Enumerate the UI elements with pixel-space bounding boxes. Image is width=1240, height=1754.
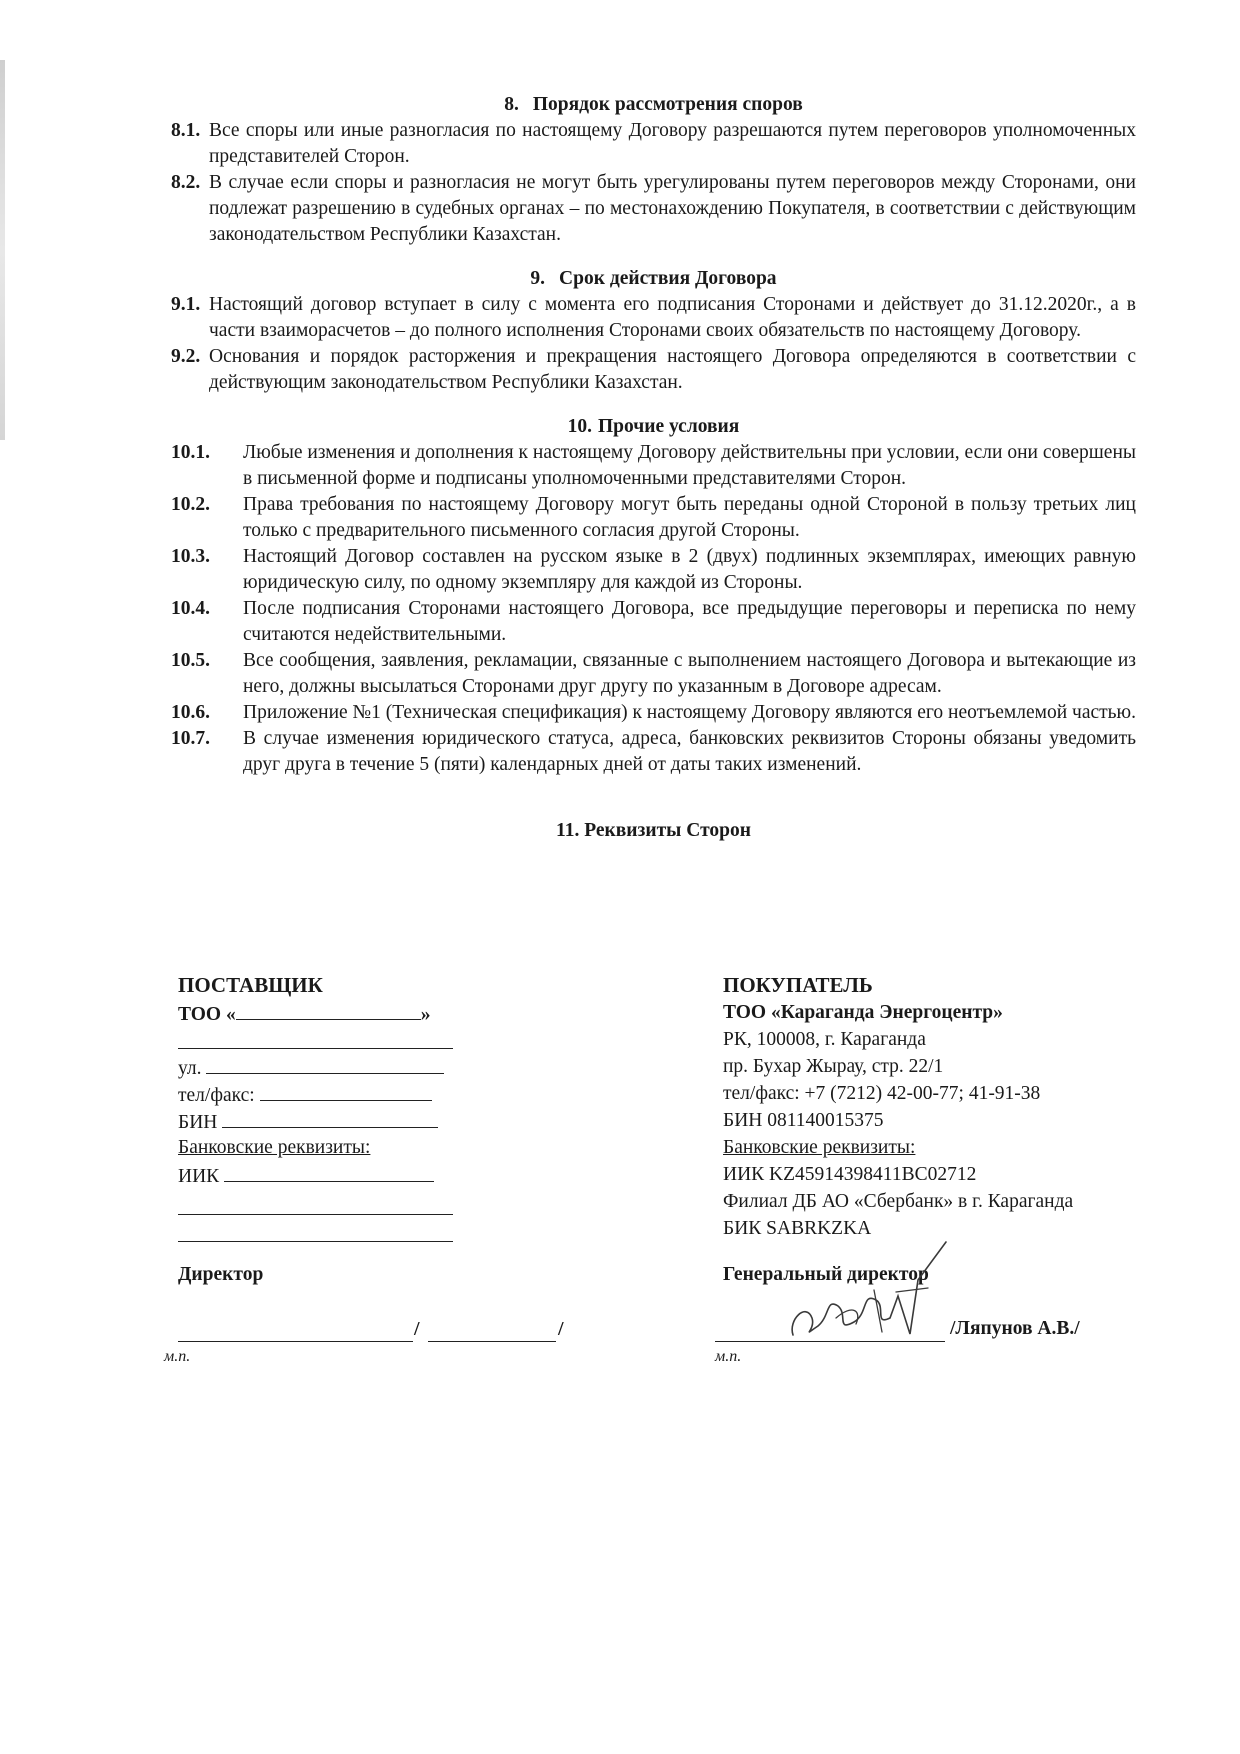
clause-text: Все споры или иные разногласия по настоящему Договору разрешаются путем переговоров уполномоченных представителей Сторон. bbox=[209, 120, 1136, 167]
section-title: Срок действия Договора bbox=[559, 268, 777, 289]
clause-8-2 bbox=[171, 170, 1136, 248]
blank-line bbox=[178, 1219, 453, 1242]
clause-text: После подписания Сторонами настоящего Договора, все предыдущие переговоры и переписка по нему считаются недействительными. bbox=[243, 598, 1136, 645]
clause-10-5 bbox=[171, 648, 1136, 700]
phone-blank bbox=[260, 1080, 432, 1101]
clause-10-4 bbox=[171, 596, 1136, 648]
clause-text: В случае если споры и разногласия не могут быть урегулированы путем переговоров между Сторонами, они подлежат разрешению в судебных органах – по местонахождению Покупателя, в соответствии с действующим законодательством Республики Казахстан. bbox=[209, 172, 1136, 245]
clause-number: 10.7. bbox=[171, 728, 210, 749]
section-title: Порядок рассмотрения споров bbox=[532, 94, 803, 115]
section-number: 8. bbox=[504, 94, 519, 115]
section-title: Прочие условия bbox=[598, 416, 740, 437]
iik-label: ИИК bbox=[178, 1166, 220, 1187]
buyer-address-2: пр. Бухар Жырау, стр. 22/1 bbox=[723, 1056, 944, 1077]
clause-10-6 bbox=[171, 700, 1136, 726]
clause-text: Права требования по настоящему Договору могут быть переданы одной Стороной в пользу третьих лиц только с предварительного письменного согласия другой Стороны. bbox=[243, 494, 1136, 541]
buyer-bin: БИН 081140015375 bbox=[723, 1110, 884, 1131]
buyer-address-1: РК, 100008, г. Караганда bbox=[723, 1029, 926, 1050]
clause-text: Настоящий Договор составлен на русском языке в 2 (двух) подлинных экземплярах, имеющих равную юридическую силу, по одному экземпляру для каждой из Стороны. bbox=[243, 546, 1136, 593]
section-10-heading bbox=[171, 414, 1136, 440]
handwritten-signature bbox=[778, 1240, 948, 1345]
scan-edge-shadow bbox=[0, 60, 5, 440]
clause-text: Любые изменения и дополнения к настоящему Договору действительны при условии, если они совершены в письменной форме и подписаны уполномоченными представителями Сторон. bbox=[243, 442, 1136, 489]
section-9-heading bbox=[171, 266, 1136, 292]
clause-text: Все сообщения, заявления, рекламации, связанные с выполнением настоящего Договора и вытекающие из него, должны высылаться Сторонами друг другу по указанным в Договоре адресам. bbox=[243, 650, 1136, 697]
supplier-org bbox=[178, 999, 458, 1026]
buyer-signer-name: /Ляпунов А.В./ bbox=[950, 1318, 1080, 1339]
clause-text: Настоящий договор вступает в силу с момента его подписания Сторонами и действует до 31.12.2020г., а в части взаиморасчетов – до полного исполнения Сторонами своих обязательств по настоящему Договору. bbox=[209, 294, 1136, 341]
section-number: 10. bbox=[567, 416, 592, 437]
clause-10-7 bbox=[171, 726, 1136, 778]
buyer-role: Генеральный директор bbox=[723, 1264, 929, 1285]
clause-text: Основания и порядок расторжения и прекращения настоящего Договора определяются в соответствии с действующим законодательством Республики Казахстан. bbox=[209, 346, 1136, 393]
supplier-iik bbox=[178, 1161, 458, 1188]
clause-text: Приложение №1 (Техническая спецификация) к настоящему Договору являются его неотъемлемой частью. bbox=[243, 702, 1136, 723]
street-label: ул. bbox=[178, 1058, 202, 1079]
clause-number: 8.1. bbox=[171, 120, 201, 141]
supplier-street bbox=[178, 1053, 458, 1080]
clause-10-3 bbox=[171, 544, 1136, 596]
supplier-phone bbox=[178, 1080, 458, 1107]
buyer-phone: тел/факс: +7 (7212) 42-00-77; 41-91-38 bbox=[723, 1083, 1041, 1104]
requisites-heading: 11. Реквизиты Сторон bbox=[556, 820, 751, 841]
buyer-column bbox=[723, 972, 1153, 1242]
clause-text: В случае изменения юридического статуса, адреса, банковских реквизитов Стороны обязаны уведомить друг друга в течение 5 (пяти) календарных дней от даты таких изменений. bbox=[243, 728, 1136, 775]
clause-9-1 bbox=[171, 292, 1136, 344]
supplier-bin bbox=[178, 1107, 458, 1134]
buyer-org: ТОО «Караганда Энергоцентр» bbox=[723, 1002, 1003, 1023]
section-number: 9. bbox=[530, 268, 546, 289]
section-8-heading bbox=[171, 92, 1136, 118]
iik-blank bbox=[224, 1161, 434, 1182]
clause-number: 10.1. bbox=[171, 442, 210, 463]
contract-page bbox=[171, 92, 1136, 844]
buyer-heading: ПОКУПАТЕЛЬ bbox=[723, 973, 873, 997]
supplier-bank-label: Банковские реквизиты: bbox=[178, 1137, 371, 1158]
supplier-heading: ПОСТАВЩИК bbox=[178, 973, 323, 997]
clause-number: 10.3. bbox=[171, 546, 210, 567]
clause-10-2 bbox=[171, 492, 1136, 544]
buyer-stamp-place: м.п. bbox=[715, 1348, 742, 1365]
supplier-role: Директор bbox=[178, 1264, 264, 1285]
bin-blank bbox=[222, 1107, 438, 1128]
org-prefix: ТОО « bbox=[178, 1004, 236, 1025]
clause-number: 10.5. bbox=[171, 650, 210, 671]
supplier-stamp-place: м.п. bbox=[164, 1348, 191, 1365]
blank-line bbox=[178, 1192, 453, 1215]
clause-number: 9.1. bbox=[171, 294, 201, 315]
slash-separator: / bbox=[558, 1318, 564, 1340]
buyer-iik: ИИК KZ45914398411BC02712 bbox=[723, 1164, 977, 1185]
supplier-column bbox=[178, 972, 458, 1242]
org-suffix: » bbox=[420, 1004, 431, 1025]
clause-number: 10.6. bbox=[171, 702, 210, 723]
clause-8-1 bbox=[171, 118, 1136, 170]
street-blank bbox=[206, 1053, 444, 1074]
slash-separator: / bbox=[414, 1318, 420, 1340]
phone-label: тел/факс: bbox=[178, 1085, 255, 1106]
buyer-bik: БИК SABRKZKA bbox=[723, 1218, 872, 1239]
supplier-signature-line bbox=[178, 1340, 413, 1342]
blank-line bbox=[178, 1026, 453, 1049]
clause-number: 9.2. bbox=[171, 346, 201, 367]
clause-number: 10.4. bbox=[171, 598, 210, 619]
clause-10-1 bbox=[171, 440, 1136, 492]
clause-9-2 bbox=[171, 344, 1136, 396]
buyer-bank-label: Банковские реквизиты: bbox=[723, 1137, 916, 1158]
clause-number: 8.2. bbox=[171, 172, 201, 193]
bin-label: БИН bbox=[178, 1112, 218, 1133]
supplier-name-line bbox=[428, 1340, 556, 1342]
clause-number: 10.2. bbox=[171, 494, 210, 515]
org-name-blank bbox=[236, 999, 421, 1020]
buyer-bank-branch: Филиал ДБ АО «Сбербанк» в г. Караганда bbox=[723, 1191, 1074, 1212]
